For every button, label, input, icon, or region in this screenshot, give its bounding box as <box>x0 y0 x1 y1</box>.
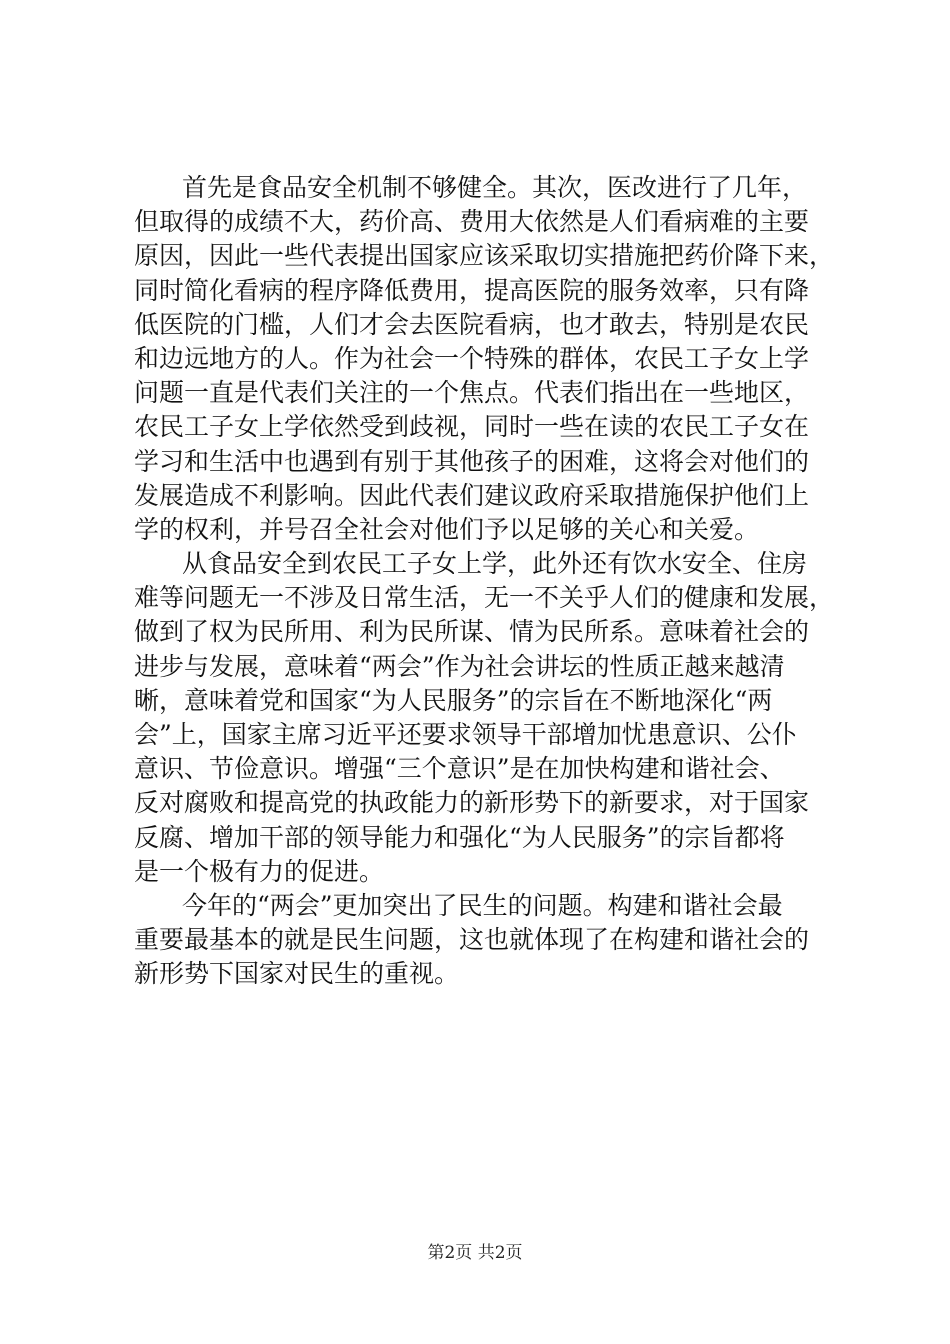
text-line: 但取得的成绩不大，药价高、费用大依然是人们看病难的主要 <box>134 207 810 237</box>
text-line: 晰，意味着党和国家“为人民服务”的宗旨在不断地深化“两 <box>134 685 773 715</box>
text-line: 首先是食品安全机制不够健全。其次，医改进行了几年， <box>182 173 808 202</box>
text-line: 意识、节俭意识。增强“三个意识”是在加快构建和谐社会、 <box>134 754 785 784</box>
text-line: 重要最基本的就是民生问题，这也就体现了在构建和谐社会的 <box>134 925 810 955</box>
text-line: 低医院的门槛，人们才会去医院看病，也才敢去，特别是农民 <box>134 309 810 339</box>
text-line: 发展造成不利影响。因此代表们建议政府采取措施保护他们上 <box>134 480 810 510</box>
text-line: 新形势下国家对民生的重视。 <box>134 959 460 989</box>
text-line: 学习和生活中也遇到有别于其他孩子的困难，这将会对他们的 <box>134 446 810 476</box>
text-line: 同时简化看病的程序降低费用，提高医院的服务效率，只有降 <box>134 275 810 305</box>
text-line: 学的权利，并号召全社会对他们予以足够的关心和关爱。 <box>134 514 760 544</box>
text-line: 反对腐败和提高党的执政能力的新形势下的新要求，对于国家 <box>134 788 810 818</box>
text-line: 原因，因此一些代表提出国家应该采取切实措施把药价降下来， <box>134 241 834 271</box>
paragraph-3 <box>134 889 834 992</box>
text-line: 反腐、增加干部的领导能力和强化“为人民服务”的宗旨都将 <box>134 822 785 852</box>
text-line: 进步与发展，意味着“两会”作为社会讲坛的性质正越来越清 <box>134 651 785 681</box>
text-line: 和边远地方的人。作为社会一个特殊的群体，农民工子女上学 <box>134 343 810 373</box>
text-line: 从食品安全到农民工子女上学，此外还有饮水安全、住房 <box>182 549 808 579</box>
paragraph-1 <box>134 171 834 547</box>
text-line: 农民工子女上学依然受到歧视，同时一些在读的农民工子女在 <box>134 412 810 442</box>
paragraph-2 <box>134 547 834 889</box>
body-text <box>134 171 834 992</box>
text-line: 问题一直是代表们关注的一个焦点。代表们指出在一些地区， <box>134 378 810 408</box>
text-line: 难等问题无一不涉及日常生活，无一不关乎人们的健康和发展， <box>134 583 834 613</box>
text-line: 做到了权为民所用、利为民所谋、情为民所系。意味着社会的 <box>134 617 810 647</box>
page-number-footer: 第2页 共2页 <box>427 1243 523 1263</box>
text-line: 会”上，国家主席习近平还要求领导干部增加忧患意识、公仆 <box>134 720 797 749</box>
text-line: 是一个极有力的促进。 <box>134 856 385 886</box>
text-line: 今年的“两会”更加突出了民生的问题。构建和谐社会最 <box>182 890 783 920</box>
